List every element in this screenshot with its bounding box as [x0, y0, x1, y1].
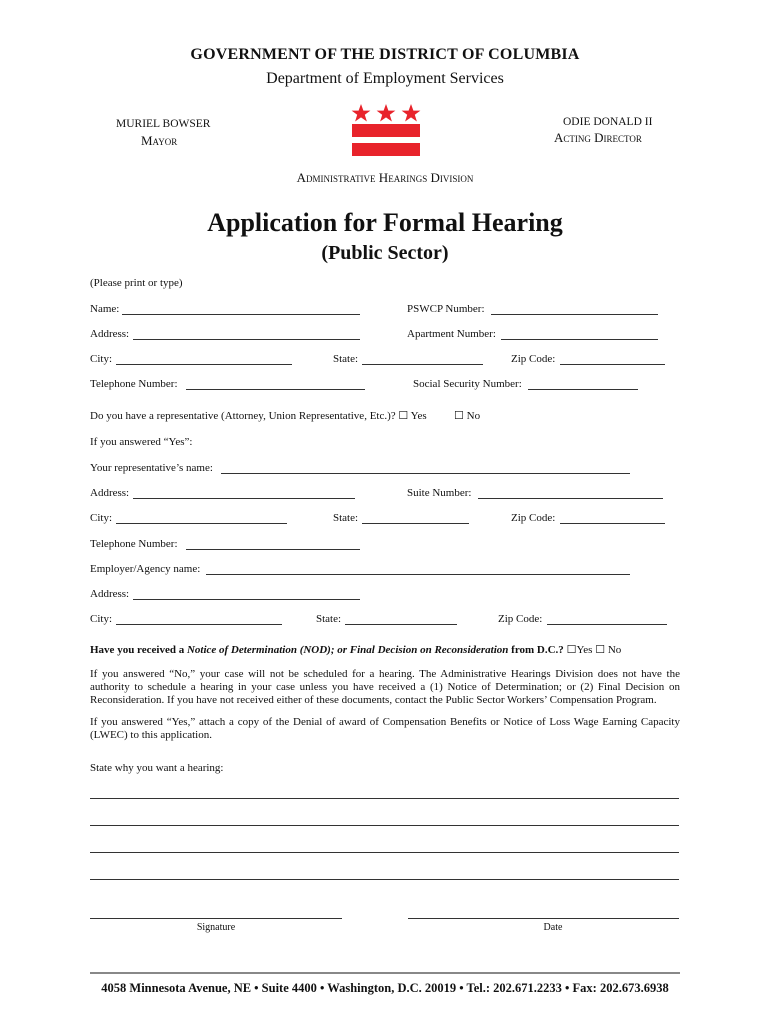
- flag-bar-top: [352, 124, 420, 137]
- rep-suite-label: Suite Number:: [407, 487, 472, 499]
- rep-name-label: Your representative’s name:: [90, 462, 213, 474]
- representative-question-text: Do you have a representative (Attorney, Union Representative, Etc.)?: [90, 410, 396, 422]
- hearing-reason-line-4[interactable]: [90, 879, 679, 880]
- date-field[interactable]: [408, 918, 679, 919]
- employer-name-field[interactable]: [206, 574, 630, 575]
- address-label: Address:: [90, 328, 130, 340]
- form-title: Application for Formal Hearing: [207, 208, 563, 237]
- signature-label: Signature: [196, 922, 236, 933]
- rep-yes-label: Yes: [410, 410, 427, 422]
- rep-yes-checkbox[interactable]: ☐: [398, 410, 409, 422]
- employer-state-field[interactable]: [345, 624, 457, 625]
- state-field[interactable]: [362, 364, 483, 365]
- telephone-label: Telephone Number:: [90, 378, 178, 390]
- ssn-field[interactable]: [528, 389, 638, 390]
- name-field[interactable]: [122, 314, 360, 315]
- nod-question-document-names: Notice of Determination (NOD); or Final Decision on Reconsideration: [186, 644, 509, 656]
- zip-code-label: Zip Code:: [511, 353, 556, 365]
- employer-state-label: State:: [316, 613, 342, 625]
- telephone-field[interactable]: [186, 389, 365, 390]
- department-heading: Department of Employment Services: [266, 70, 504, 87]
- dc-flag-logo: [350, 103, 422, 157]
- zip-code-field[interactable]: [560, 364, 665, 365]
- city-field[interactable]: [116, 364, 292, 365]
- flag-star-icon: [402, 104, 421, 122]
- nod-no-label: No: [607, 644, 622, 656]
- hearing-reason-line-3[interactable]: [90, 852, 679, 853]
- rep-zip-field[interactable]: [560, 523, 665, 524]
- print-instruction: (Please print or type): [90, 277, 183, 289]
- nod-yes-paragraph: If you answered “Yes,” attach a copy of the Denial of award of Compensation Benefits or Notice of Loss Wage Earning Capacity (LWEC) to this application.: [90, 716, 680, 741]
- nod-no-checkbox[interactable]: ☐: [595, 644, 606, 656]
- hearing-reason-line-2[interactable]: [90, 825, 679, 826]
- pswcp-number-label: PSWCP Number:: [407, 303, 485, 315]
- apartment-number-label: Apartment Number:: [407, 328, 496, 340]
- pswcp-number-field[interactable]: [491, 314, 658, 315]
- flag-bar-bottom: [352, 143, 420, 156]
- rep-address-label: Address:: [90, 487, 130, 499]
- director-name: ODIE DONALD II: [563, 116, 653, 128]
- if-yes-heading: If you answered “Yes”:: [90, 436, 193, 448]
- employer-zip-field[interactable]: [547, 624, 667, 625]
- employer-city-label: City:: [90, 613, 113, 625]
- form-subtitle: (Public Sector): [321, 242, 449, 264]
- rep-name-field[interactable]: [221, 473, 630, 474]
- rep-no-option: [454, 410, 480, 423]
- rep-state-label: State:: [333, 512, 359, 524]
- rep-zip-label: Zip Code:: [511, 512, 556, 524]
- state-label: State:: [333, 353, 359, 365]
- rep-telephone-label: Telephone Number:: [90, 538, 178, 550]
- apartment-number-field[interactable]: [501, 339, 658, 340]
- hearing-reason-line-1[interactable]: [90, 798, 679, 799]
- mayor-title: Mayor: [141, 133, 178, 148]
- hearing-reason-label: State why you want a hearing:: [90, 762, 224, 774]
- rep-address-field[interactable]: [133, 498, 355, 499]
- rep-telephone-field[interactable]: [186, 549, 360, 550]
- rep-no-checkbox[interactable]: ☐: [454, 410, 464, 422]
- nod-yes-label: Yes: [576, 644, 593, 656]
- director-title: Acting Director: [554, 130, 642, 145]
- mayor-name: MURIEL BOWSER: [116, 118, 211, 130]
- nod-question: [90, 644, 621, 657]
- address-field[interactable]: [133, 339, 360, 340]
- rep-no-label: No: [466, 410, 481, 422]
- rep-suite-field[interactable]: [478, 498, 663, 499]
- nod-question-part3: from D.C.?: [508, 644, 567, 656]
- employer-zip-label: Zip Code:: [498, 613, 543, 625]
- employer-address-label: Address:: [90, 588, 130, 600]
- employer-city-field[interactable]: [116, 624, 282, 625]
- nod-no-paragraph: If you answered “No,” your case will not be scheduled for a hearing. The Administrative Hearings Division does not have the authority to schedule a hearing in your case unless you have received a (1) Notice of Determination; or (2) Final Decision on Reconsideration. If you have not received either of these documents, contact the Public Sector Workers’ Compensation Program.: [90, 668, 680, 706]
- employer-address-field[interactable]: [133, 599, 360, 600]
- footer-address: 4058 Minnesota Avenue, NE • Suite 4400 • Washington, D.C. 20019 • Tel.: 202.671.2233 • Fax: 202.673.6938: [101, 981, 669, 995]
- date-label: Date: [543, 922, 563, 933]
- rep-city-field[interactable]: [116, 523, 287, 524]
- name-label: Name:: [90, 303, 120, 315]
- government-heading: GOVERNMENT OF THE DISTRICT OF COLUMBIA: [190, 46, 580, 63]
- nod-yes-checkbox[interactable]: ☐: [566, 644, 577, 656]
- representative-question: [90, 410, 427, 423]
- nod-question-part1: Have you received a: [90, 644, 187, 656]
- city-label: City:: [90, 353, 113, 365]
- rep-state-field[interactable]: [362, 523, 469, 524]
- flag-star-icon: [352, 104, 371, 122]
- ssn-label: Social Security Number:: [413, 378, 522, 390]
- employer-name-label: Employer/Agency name:: [90, 563, 201, 575]
- footer-rule: [90, 972, 680, 974]
- flag-star-icon: [377, 104, 396, 122]
- division-heading: Administrative Hearings Division: [296, 170, 474, 185]
- rep-city-label: City:: [90, 512, 113, 524]
- signature-field[interactable]: [90, 918, 342, 919]
